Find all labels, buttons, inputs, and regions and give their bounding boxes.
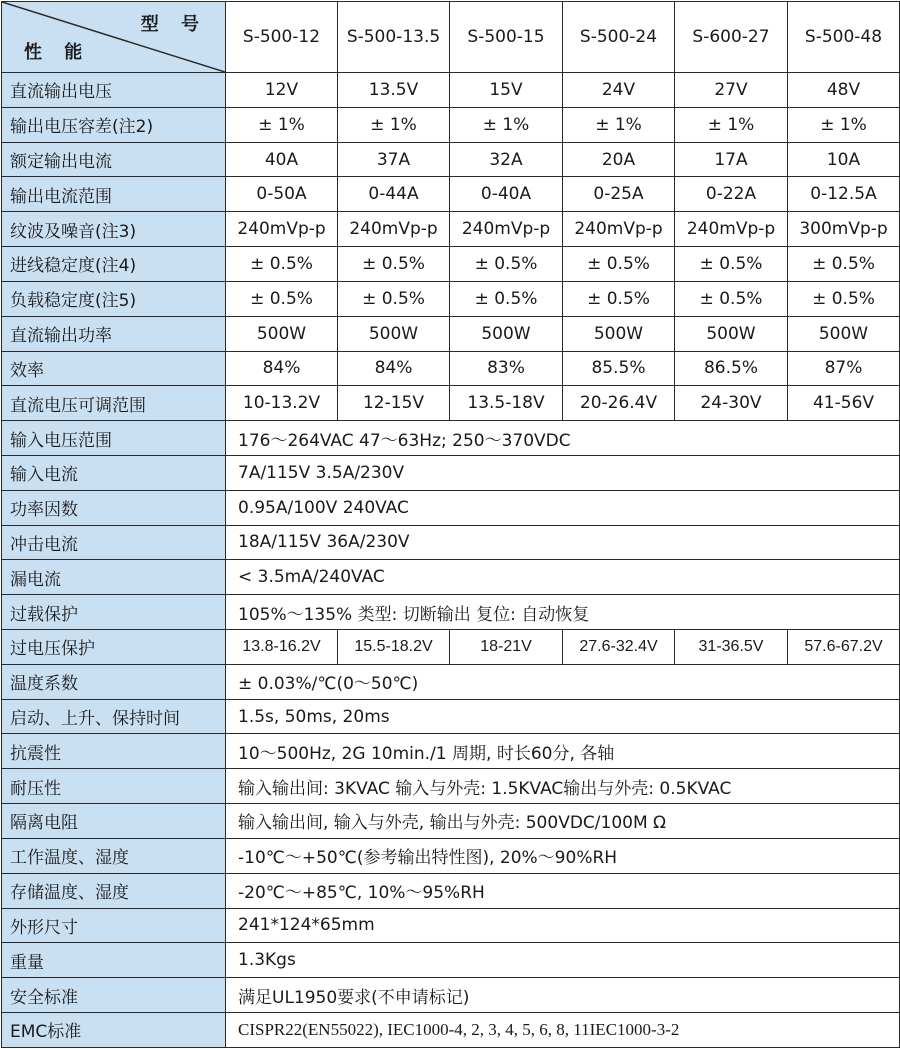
row-label: EMC标准: [2, 1012, 226, 1047]
shared-value-cell: 满足UL1950要求(不申请标记): [226, 978, 900, 1013]
model-value-cell: 18-21V: [450, 630, 563, 665]
model-value-cell: 500W: [675, 316, 788, 351]
row-label: 负载稳定度(注5): [2, 281, 226, 316]
spec-row: [2, 421, 900, 456]
model-value-cell: 27V: [675, 73, 788, 108]
model-value-cell: 500W: [226, 316, 338, 351]
row-label: 冲击电流: [2, 525, 226, 560]
model-value-cell: ± 0.5%: [226, 281, 338, 316]
model-value-cell: 24V: [563, 73, 675, 108]
model-value-cell: 41-56V: [788, 386, 900, 421]
model-value-cell: ± 1%: [450, 107, 563, 142]
row-label: 启动、上升、保持时间: [2, 699, 226, 734]
row-label: 输出电压容差(注2): [2, 107, 226, 142]
model-value-cell: 13.5-18V: [450, 386, 563, 421]
spec-row: [2, 107, 900, 142]
spec-row: [2, 351, 900, 386]
row-label: 输入电压范围: [2, 421, 226, 456]
shared-value-cell: 1.3Kgs: [226, 943, 900, 978]
shared-value-cell: ± 0.03%/℃(0～50℃): [226, 664, 900, 699]
row-label: 功率因数: [2, 490, 226, 525]
model-value-cell: 57.6-67.2V: [788, 630, 900, 665]
model-value-cell: 15V: [450, 73, 563, 108]
model-value-cell: 0-40A: [450, 177, 563, 212]
spec-row: [2, 769, 900, 804]
row-label: 外形尺寸: [2, 908, 226, 943]
model-value-cell: 0-12.5A: [788, 177, 900, 212]
spec-row: [2, 212, 900, 247]
spec-row: [2, 247, 900, 282]
model-value-cell: 84%: [226, 351, 338, 386]
model-value-cell: 20A: [563, 142, 675, 177]
row-label: 进线稳定度(注4): [2, 247, 226, 282]
model-value-cell: 0-44A: [338, 177, 450, 212]
row-label: 存储温度、湿度: [2, 873, 226, 908]
shared-value-cell: 241*124*65mm: [226, 908, 900, 943]
shared-value-cell: 输入输出间: 3KVAC 输入与外壳: 1.5KVAC输出与外壳: 0.5KVAC: [226, 769, 900, 804]
model-header: S-600-27: [675, 2, 788, 73]
spec-row: [2, 281, 900, 316]
spec-row: [2, 386, 900, 421]
shared-value-cell: 18A/115V 36A/230V: [226, 525, 900, 560]
model-header: S-500-48: [788, 2, 900, 73]
shared-value-cell: 105%～135% 类型: 切断输出 复位: 自动恢复: [226, 595, 900, 630]
row-label: 直流输出功率: [2, 316, 226, 351]
model-value-cell: 20-26.4V: [563, 386, 675, 421]
spec-row: [2, 804, 900, 839]
row-label: 抗震性: [2, 734, 226, 769]
row-label: 纹波及噪音(注3): [2, 212, 226, 247]
model-value-cell: 240mVp-p: [226, 212, 338, 247]
model-value-cell: 10-13.2V: [226, 386, 338, 421]
row-label: 重量: [2, 943, 226, 978]
spec-row: [2, 455, 900, 490]
spec-row: [2, 838, 900, 873]
spec-row: [2, 525, 900, 560]
model-value-cell: ± 1%: [563, 107, 675, 142]
model-header: S-500-12: [226, 2, 338, 73]
shared-value-cell: < 3.5mA/240VAC: [226, 560, 900, 595]
shared-value-cell: 1.5s, 50ms, 20ms: [226, 699, 900, 734]
spec-row: [2, 73, 900, 108]
model-value-cell: ± 1%: [226, 107, 338, 142]
model-value-cell: ± 0.5%: [675, 247, 788, 282]
spec-row: [2, 699, 900, 734]
model-value-cell: ± 0.5%: [563, 247, 675, 282]
row-label: 直流电压可调范围: [2, 386, 226, 421]
spec-row: [2, 142, 900, 177]
shared-value-cell: 7A/115V 3.5A/230V: [226, 455, 900, 490]
model-value-cell: 0-50A: [226, 177, 338, 212]
model-value-cell: 27.6-32.4V: [563, 630, 675, 665]
model-value-cell: ± 0.5%: [450, 281, 563, 316]
corner-top-label: 型 号: [140, 14, 207, 35]
model-value-cell: ± 0.5%: [788, 247, 900, 282]
model-value-cell: 86.5%: [675, 351, 788, 386]
spec-row: [2, 490, 900, 525]
model-value-cell: 12V: [226, 73, 338, 108]
model-value-cell: 32A: [450, 142, 563, 177]
model-value-cell: 17A: [675, 142, 788, 177]
model-header: S-500-15: [450, 2, 563, 73]
shared-value-cell: 0.95A/100V 240VAC: [226, 490, 900, 525]
model-value-cell: 85.5%: [563, 351, 675, 386]
model-header: S-500-13.5: [338, 2, 450, 73]
model-value-cell: 12-15V: [338, 386, 450, 421]
model-value-cell: ± 1%: [675, 107, 788, 142]
model-value-cell: 83%: [450, 351, 563, 386]
header-row: [2, 2, 900, 73]
model-value-cell: 48V: [788, 73, 900, 108]
row-label: 输入电流: [2, 455, 226, 490]
model-value-cell: 300mVp-p: [788, 212, 900, 247]
model-value-cell: ± 0.5%: [675, 281, 788, 316]
row-label: 工作温度、湿度: [2, 838, 226, 873]
shared-value-cell: 输入输出间, 输入与外壳, 输出与外壳: 500VDC/100M Ω: [226, 804, 900, 839]
spec-row: [2, 560, 900, 595]
spec-table-body: [2, 2, 900, 1048]
spec-row-ovp: [2, 630, 900, 665]
spec-row: [2, 978, 900, 1013]
model-value-cell: 0-25A: [563, 177, 675, 212]
row-label: 直流输出电压: [2, 73, 226, 108]
model-value-cell: 13.5V: [338, 73, 450, 108]
model-value-cell: 87%: [788, 351, 900, 386]
model-value-cell: 84%: [338, 351, 450, 386]
model-value-cell: 0-22A: [675, 177, 788, 212]
spec-row: [2, 595, 900, 630]
row-label: 输出电流范围: [2, 177, 226, 212]
row-label: 隔离电阻: [2, 804, 226, 839]
model-value-cell: 13.8-16.2V: [226, 630, 338, 665]
model-value-cell: ± 1%: [338, 107, 450, 142]
row-label: 效率: [2, 351, 226, 386]
shared-value-cell: 10～500Hz, 2G 10min./1 周期, 时长60分, 各轴: [226, 734, 900, 769]
shared-value-cell: CISPR22(EN55022), IEC1000-4, 2, 3, 4, 5, 6, 8, 11IEC1000-3-2: [226, 1012, 900, 1047]
row-label: 过载保护: [2, 595, 226, 630]
model-header: S-500-24: [563, 2, 675, 73]
model-value-cell: ± 1%: [788, 107, 900, 142]
row-label: 安全标准: [2, 978, 226, 1013]
spec-row: [2, 943, 900, 978]
row-label: 额定输出电流: [2, 142, 226, 177]
corner-bottom-label: 性 能: [24, 42, 91, 63]
model-value-cell: 240mVp-p: [338, 212, 450, 247]
model-value-cell: 500W: [450, 316, 563, 351]
row-label: 过电压保护: [2, 630, 226, 665]
corner-header-cell: [2, 2, 226, 73]
spec-row: [2, 734, 900, 769]
model-value-cell: 500W: [338, 316, 450, 351]
model-value-cell: 240mVp-p: [675, 212, 788, 247]
model-value-cell: ± 0.5%: [788, 281, 900, 316]
spec-row: [2, 1012, 900, 1047]
spec-row: [2, 908, 900, 943]
model-value-cell: 500W: [563, 316, 675, 351]
model-value-cell: 240mVp-p: [450, 212, 563, 247]
row-label: 漏电流: [2, 560, 226, 595]
model-value-cell: 10A: [788, 142, 900, 177]
model-value-cell: 37A: [338, 142, 450, 177]
model-value-cell: 24-30V: [675, 386, 788, 421]
shared-value-cell: 176～264VAC 47～63Hz; 250～370VDC: [226, 421, 900, 456]
shared-value-cell: -10℃～+50℃(参考输出特性图), 20%～90%RH: [226, 838, 900, 873]
row-label: 耐压性: [2, 769, 226, 804]
spec-row: [2, 316, 900, 351]
model-value-cell: 240mVp-p: [563, 212, 675, 247]
row-label: 温度系数: [2, 664, 226, 699]
spec-row: [2, 873, 900, 908]
spec-row: [2, 177, 900, 212]
model-value-cell: ± 0.5%: [226, 247, 338, 282]
model-value-cell: ± 0.5%: [338, 281, 450, 316]
spec-row: [2, 664, 900, 699]
model-value-cell: 31-36.5V: [675, 630, 788, 665]
model-value-cell: ± 0.5%: [450, 247, 563, 282]
model-value-cell: 500W: [788, 316, 900, 351]
shared-value-cell: -20℃～+85℃, 10%～95%RH: [226, 873, 900, 908]
model-value-cell: 40A: [226, 142, 338, 177]
spec-table: [1, 1, 900, 1048]
model-value-cell: ± 0.5%: [338, 247, 450, 282]
model-value-cell: ± 0.5%: [563, 281, 675, 316]
model-value-cell: 15.5-18.2V: [338, 630, 450, 665]
